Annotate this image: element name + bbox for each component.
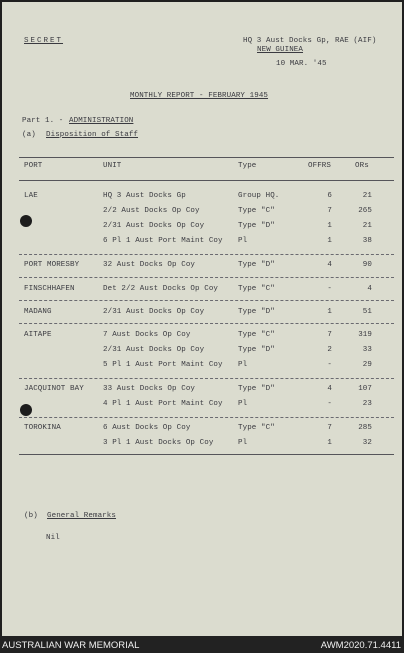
unit-type: Pl [238, 400, 248, 408]
unit-name: 5 Pl 1 Aust Port Maint Coy [103, 361, 223, 369]
unit-type: Type "C" [238, 285, 275, 293]
group-divider [19, 300, 394, 301]
report-title: MONTHLY REPORT - FEBRUARY 1945 [130, 92, 269, 100]
unit-line-2: NEW GUINEA [257, 46, 304, 54]
port-name: JACQUINOT BAY [24, 385, 84, 393]
unit-type: Group HQ. [238, 192, 280, 200]
unit-type: Pl [238, 439, 248, 447]
ors-count: 29 [362, 361, 372, 369]
punch-hole [20, 215, 32, 227]
section-a-label: (a) [22, 131, 36, 139]
unit-name: 2/31 Aust Docks Op Coy [103, 346, 205, 354]
unit-name: 6 Pl 1 Aust Port Maint Coy [103, 237, 223, 245]
unit-name: 2/31 Aust Docks Op Coy [103, 308, 205, 316]
offrs-count: 1 [327, 308, 332, 316]
offrs-count: 1 [327, 237, 332, 245]
offrs-count: 7 [327, 207, 332, 215]
port-name: TOROKINA [24, 424, 61, 432]
unit-type: Type "C" [238, 331, 275, 339]
archive-name: AUSTRALIAN WAR MEMORIAL [2, 640, 140, 651]
punch-hole [20, 404, 32, 416]
offrs-count: 2 [327, 346, 332, 354]
group-divider [19, 277, 394, 278]
ors-count: 265 [358, 207, 372, 215]
unit-type: Type "C" [238, 424, 275, 432]
offrs-count: - [327, 285, 332, 293]
col-header-port: PORT [24, 162, 43, 170]
unit-type: Pl [238, 361, 248, 369]
part-prefix: Part 1. - [22, 117, 64, 125]
offrs-count: 1 [327, 439, 332, 447]
section-b-name: General Remarks [47, 512, 117, 520]
group-divider [19, 417, 394, 418]
ors-count: 21 [362, 222, 372, 230]
document-page [2, 2, 402, 636]
ors-count: 38 [362, 237, 372, 245]
unit-name: HQ 3 Aust Docks Gp [103, 192, 186, 200]
unit-type: Type "D" [238, 222, 275, 230]
unit-name: 3 Pl 1 Aust Docks Op Coy [103, 439, 214, 447]
unit-name: 7 Aust Docks Op Coy [103, 331, 191, 339]
group-divider [19, 378, 394, 379]
unit-name: 2/2 Aust Docks Op Coy [103, 207, 200, 215]
section-a-name: Disposition of Staff [46, 131, 139, 139]
group-divider [19, 254, 394, 255]
col-header-ors: ORs [355, 162, 369, 170]
port-name: PORT MORESBY [24, 261, 80, 269]
ors-count: 90 [362, 261, 372, 269]
port-name: FINSCHHAFEN [24, 285, 75, 293]
unit-name: 33 Aust Docks Op Coy [103, 385, 196, 393]
archive-reference: AWM2020.71.4411 [320, 640, 401, 651]
ors-count: 285 [358, 424, 372, 432]
general-remarks-text: Nil [46, 534, 60, 542]
offrs-count: - [327, 400, 332, 408]
report-date: 10 MAR. '45 [276, 60, 327, 68]
ors-count: 319 [358, 331, 372, 339]
col-header-offrs: OFFRS [308, 162, 332, 170]
group-divider [19, 323, 394, 324]
unit-type: Type "D" [238, 308, 275, 316]
part-name: ADMINISTRATION [69, 117, 134, 125]
col-header-type: Type [238, 162, 257, 170]
offrs-count: 7 [327, 424, 332, 432]
unit-name: 2/31 Aust Docks Op Coy [103, 222, 205, 230]
ors-count: 4 [367, 285, 372, 293]
offrs-count: 1 [327, 222, 332, 230]
ors-count: 21 [362, 192, 372, 200]
offrs-count: 7 [327, 331, 332, 339]
unit-type: Type "D" [238, 385, 275, 393]
ors-count: 51 [362, 308, 372, 316]
table-header-rule [19, 180, 394, 181]
offrs-count: 4 [327, 261, 332, 269]
col-header-unit: UNIT [103, 162, 122, 170]
ors-count: 33 [362, 346, 372, 354]
offrs-count: - [327, 361, 332, 369]
offrs-count: 6 [327, 192, 332, 200]
group-divider [19, 454, 394, 455]
classification-stamp: SECRET [24, 37, 64, 45]
offrs-count: 4 [327, 385, 332, 393]
port-name: MADANG [24, 308, 52, 316]
unit-type: Type "D" [238, 346, 275, 354]
port-name: LAE [24, 192, 38, 200]
unit-name: 32 Aust Docks Op Coy [103, 261, 196, 269]
unit-name: 4 Pl 1 Aust Port Maint Coy [103, 400, 223, 408]
ors-count: 23 [362, 400, 372, 408]
unit-name: Det 2/2 Aust Docks Op Coy [103, 285, 219, 293]
ors-count: 32 [362, 439, 372, 447]
unit-line-1: HQ 3 Aust Docks Gp, RAE (AIF) [243, 37, 377, 45]
table-top-rule [19, 157, 394, 158]
unit-type: Pl [238, 237, 248, 245]
section-b-label: (b) [24, 512, 38, 520]
ors-count: 107 [358, 385, 372, 393]
port-name: AITAPE [24, 331, 52, 339]
unit-type: Type "C" [238, 207, 275, 215]
unit-type: Type "D" [238, 261, 275, 269]
archive-footer [0, 636, 404, 653]
unit-name: 6 Aust Docks Op Coy [103, 424, 191, 432]
